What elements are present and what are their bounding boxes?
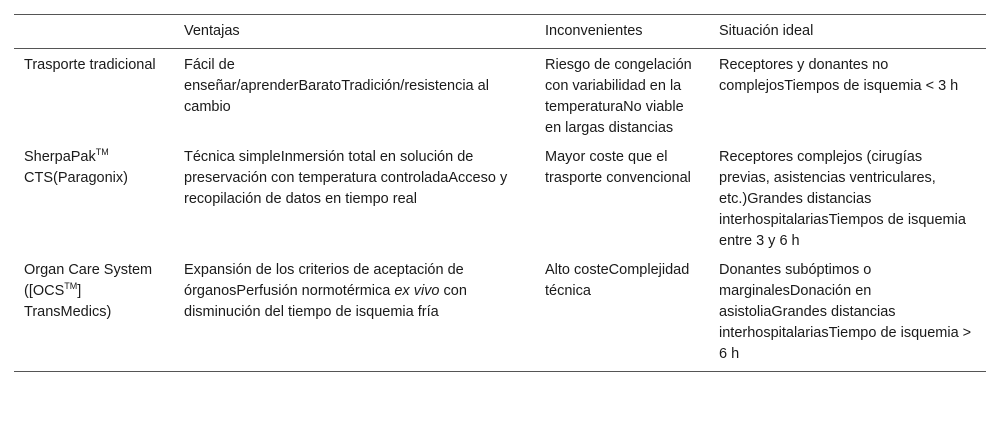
comparison-table bbox=[14, 14, 986, 372]
cell-situacion: Receptores complejos (cirugías previas, asistencias ventriculares, etc.)Grandes distancias interhospitalariasTiempos de isquemia entre 3 y 6 h bbox=[719, 149, 966, 249]
table-row bbox=[14, 254, 986, 372]
header-row bbox=[14, 15, 986, 49]
cell-ventajas: Técnica simpleInmersión total en solución de preservación con temperatura controladaAcceso y recopilación de datos en tiempo real bbox=[184, 149, 508, 207]
cell-device: SherpaPak™ CTS(Paragonix) bbox=[24, 147, 128, 186]
cell-ventajas: Fácil de enseñar/aprenderBaratoTradición/resistencia al cambio bbox=[184, 57, 489, 115]
cell-inconvenientes: Alto costeComplejidad técnica bbox=[535, 254, 709, 372]
cell-situacion: Donantes subóptimos o marginalesDonación en asistoliaGrandes distancias interhospitalariasTiempo de isquemia > 6 h bbox=[709, 254, 986, 372]
header-device bbox=[14, 15, 174, 49]
header-inconvenientes: Inconvenientes bbox=[535, 15, 709, 49]
header-situacion: Situación ideal bbox=[709, 15, 986, 49]
header-ventajas: Ventajas bbox=[174, 15, 535, 49]
cell-device: Organ Care System ([OCS™] TransMedics) bbox=[14, 254, 174, 372]
cell-ventajas: Expansión de los criterios de aceptación de órganosPerfusión normotérmica ex vivo con disminución del tiempo de isquemia fría bbox=[174, 254, 535, 372]
cell-inconvenientes: Mayor coste que el trasporte convencional bbox=[545, 149, 691, 186]
cell-situacion: Receptores y donantes no complejosTiempos de isquemia < 3 h bbox=[719, 57, 959, 94]
cell-device: Trasporte tradicional bbox=[24, 57, 156, 73]
table-row bbox=[14, 141, 986, 254]
cell-inconvenientes: Riesgo de congelación con variabilidad en la temperaturaNo viable en largas distancias bbox=[545, 57, 692, 136]
table-row bbox=[14, 49, 986, 142]
